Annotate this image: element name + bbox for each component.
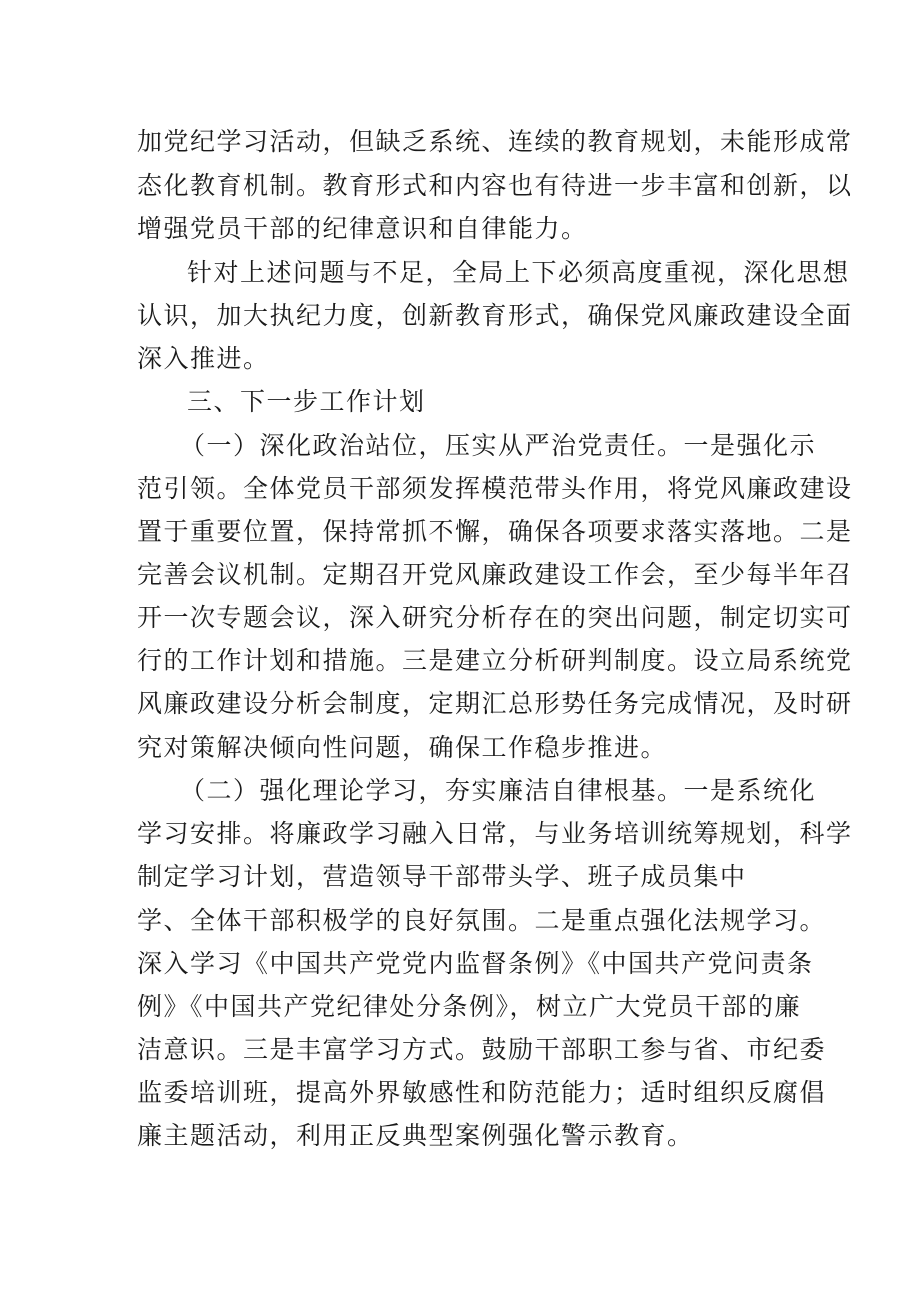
text-line: （一）深化政治站位，压实从严治党责任。一是强化示 <box>180 431 817 460</box>
text-line: 深入学习《中国共产党党内监督条例》《中国共产党问责条 <box>137 949 814 978</box>
text-line: 行的工作计划和措施。三是建立分析研判制度。设立局系统党 <box>137 646 853 675</box>
text-line: 廉主题活动，利用正反典型案例强化警示教育。 <box>137 1121 694 1150</box>
text-line: 学、全体干部积极学的良好氛围。二是重点强化法规学习。 <box>137 906 827 935</box>
text-line: 制定学习计划，营造领导干部带头学、班子成员集中 <box>137 862 747 891</box>
text-line: 监委培训班，提高外界敏感性和防范能力；适时组织反腐倡 <box>137 1078 827 1107</box>
text-line: 深入推进。 <box>137 344 270 373</box>
text-line: 态化教育机制。教育形式和内容也有待进一步丰富和创新，以 <box>137 171 853 200</box>
text-line: （二）强化理论学习，夯实廉洁自律根基。一是系统化 <box>180 776 817 805</box>
text-line: 风廉政建设分析会制度，定期汇总形势任务完成情况，及时研 <box>137 689 853 718</box>
text-line: 针对上述问题与不足，全局上下必须高度重视，深化思想 <box>187 258 850 287</box>
text-line: 学习安排。将廉政学习融入日常，与业务培训统筹规划，科学 <box>137 819 853 848</box>
text-line: 认识，加大执纪力度，创新教育形式，确保党风廉政建设全面 <box>137 301 853 330</box>
text-line: 加党纪学习活动，但缺乏系统、连续的教育规划，未能形成常 <box>137 127 853 156</box>
text-line: 置于重要位置，保持常抓不懈，确保各项要求落实落地。二是 <box>137 517 853 546</box>
text-line: 完善会议机制。定期召开党风廉政建设工作会，至少每半年召 <box>137 560 853 589</box>
text-line: 开一次专题会议，深入研究分析存在的突出问题，制定切实可 <box>137 603 853 632</box>
text-line: 究对策解决倾向性问题，确保工作稳步推进。 <box>137 733 668 762</box>
text-line: 例》《中国共产党纪律处分条例》，树立广大党员干部的廉 <box>137 992 802 1021</box>
text-line: 范引领。全体党员干部须发挥模范带头作用，将党风廉政建设 <box>137 474 853 503</box>
text-line: 增强党员干部的纪律意识和自律能力。 <box>137 214 588 243</box>
text-line: 洁意识。三是丰富学习方式。鼓励干部职工参与省、市纪委 <box>137 1035 827 1064</box>
section-heading: 三、下一步工作计划 <box>187 387 426 416</box>
